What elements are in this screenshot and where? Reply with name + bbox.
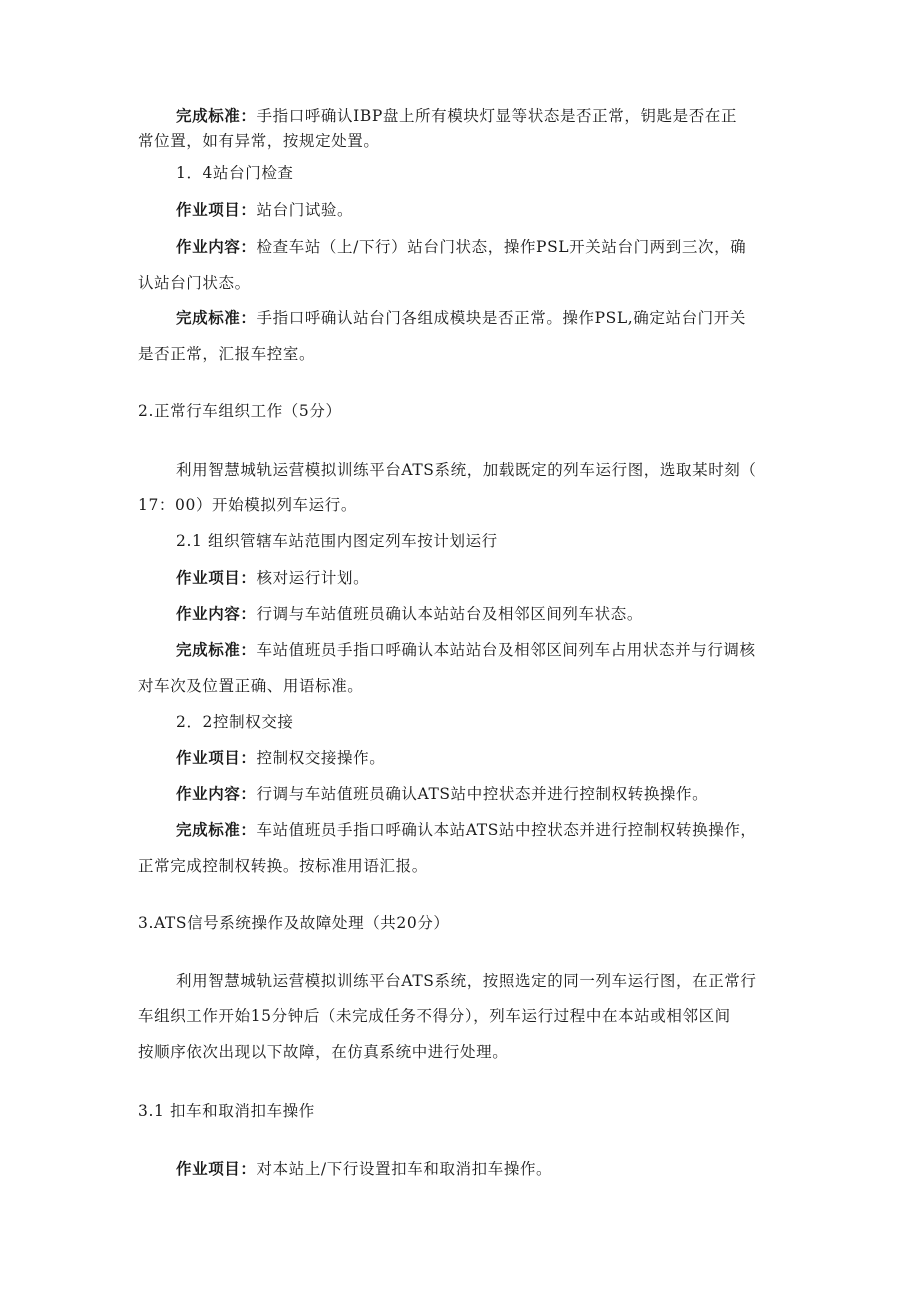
content-text: 行调与车站值班员确认ATS站中控状态并进行控制权转换操作。 <box>256 785 709 803</box>
standard-label: 完成标准： <box>176 309 257 327</box>
content-text: 检查车站（上/下行）站台门状态，操作PSL开关站台门两到三次，确 <box>256 238 747 256</box>
content-label: 作业内容： <box>176 785 257 803</box>
item-paragraph-2-2 <box>176 748 385 768</box>
item-paragraph-2-1 <box>176 568 369 588</box>
content-paragraph-2-2 <box>176 784 708 804</box>
standard-text-continued: 常位置，如有异常，按规定处置。 <box>138 132 380 150</box>
item-label: 作业项目： <box>176 1160 257 1178</box>
standard-paragraph-2-1 <box>176 640 756 660</box>
standard-paragraph-1-4 <box>176 308 746 328</box>
item-text: 控制权交接操作。 <box>256 749 386 767</box>
standard-text: 手指口呼确认IBP盘上所有模块灯显等状态是否正常，钥匙是否在正 <box>256 107 738 125</box>
item-text: 对本站上/下行设置扣车和取消扣车操作。 <box>256 1160 553 1178</box>
standard-text-continued: 对车次及位置正确、用语标准。 <box>138 677 364 695</box>
content-label: 作业内容： <box>176 238 257 256</box>
content-paragraph-1-4 <box>176 237 746 257</box>
section-heading-1-4: 1．4站台门检查 <box>176 164 294 182</box>
section-heading-2-2: 2．2控制权交接 <box>176 713 294 731</box>
section-heading-2-1: 2.1 组织管辖车站范围内图定列车按计划运行 <box>176 532 498 550</box>
item-label: 作业项目： <box>176 749 257 767</box>
intro-paragraph-3-line3: 按顺序依次出现以下故障，在仿真系统中进行处理。 <box>138 1043 509 1061</box>
item-label: 作业项目： <box>176 569 257 587</box>
content-text: 行调与车站值班员确认本站站台及相邻区间列车状态。 <box>256 605 643 623</box>
intro-paragraph-3: 利用智慧城轨运营模拟训练平台ATS系统，按照选定的同一列车运行图，在正常行 <box>176 972 757 990</box>
content-paragraph-2-1 <box>176 604 643 624</box>
standard-label: 完成标准： <box>176 107 257 125</box>
section-heading-3-1: 3.1 扣车和取消扣车操作 <box>138 1102 315 1120</box>
standard-text-continued: 是否正常，汇报车控室。 <box>138 345 316 363</box>
standard-text: 车站值班员手指口呼确认本站站台及相邻区间列车占用状态并与行调核 <box>256 641 756 659</box>
intro-paragraph-2: 利用智慧城轨运营模拟训练平台ATS系统，加载既定的列车运行图，选取某时刻（ <box>176 461 757 479</box>
intro-paragraph-2-continued: 17：00）开始模拟列车运行。 <box>138 496 357 514</box>
standard-paragraph-2-2 <box>176 820 757 840</box>
item-text: 核对运行计划。 <box>256 569 370 587</box>
standard-text-continued: 正常完成控制权转换。按标准用语汇报。 <box>138 857 428 875</box>
standard-text: 车站值班员手指口呼确认本站ATS站中控状态并进行控制权转换操作， <box>256 821 757 839</box>
content-label: 作业内容： <box>176 605 257 623</box>
item-label: 作业项目： <box>176 201 257 219</box>
content-text-continued: 认站台门状态。 <box>138 274 251 292</box>
item-paragraph-3-1 <box>176 1159 552 1179</box>
standard-paragraph-1-3 <box>176 106 737 126</box>
intro-paragraph-3-line2: 车组织工作开始15分钟后（未完成任务不得分），列车运行过程中在本站或相邻区间 <box>138 1007 731 1025</box>
standard-label: 完成标准： <box>176 821 257 839</box>
standard-label: 完成标准： <box>176 641 257 659</box>
section-heading-3: 3.ATS信号系统操作及故障处理（共20分） <box>138 914 450 932</box>
item-text: 站台门试验。 <box>256 201 354 219</box>
standard-text: 手指口呼确认站台门各组成模块是否正常。操作PSL,确定站台门开关 <box>256 309 746 327</box>
item-paragraph-1-4 <box>176 200 353 220</box>
section-heading-2: 2.正常行车组织工作（5分） <box>138 402 342 420</box>
